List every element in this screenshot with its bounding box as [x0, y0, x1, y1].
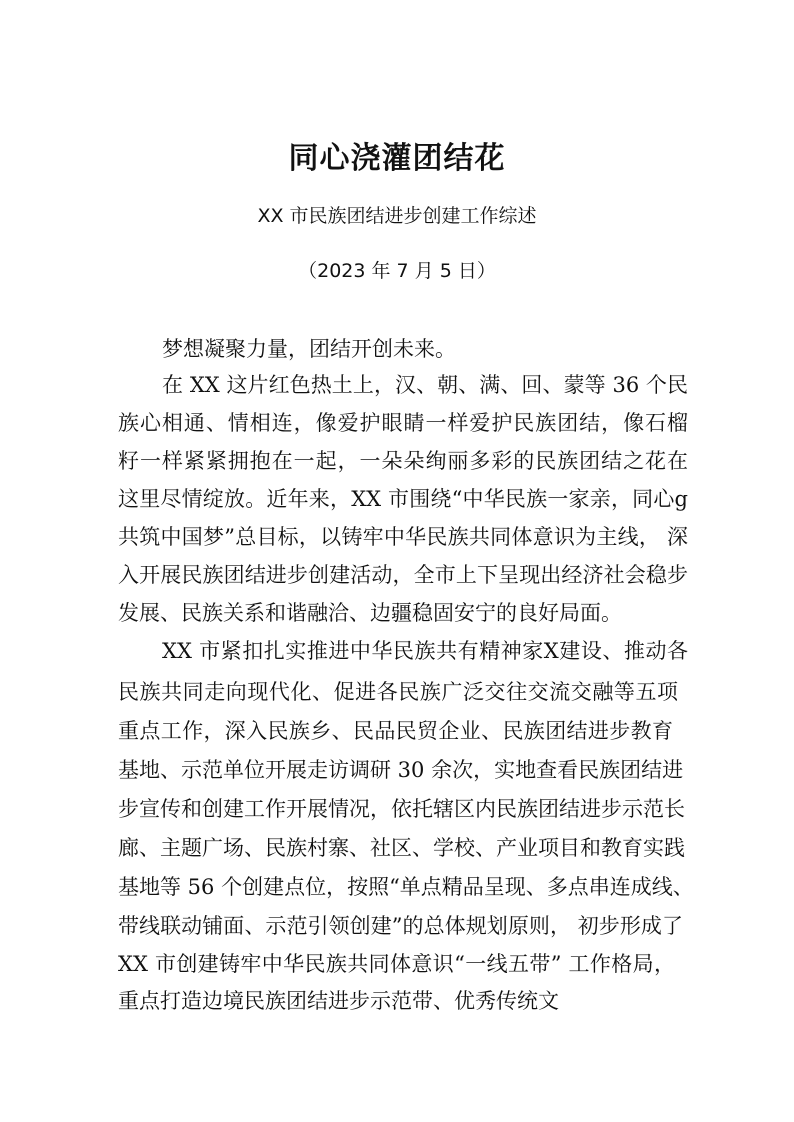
document-date: （2023 年 7 月 5 日）	[298, 260, 496, 282]
text-line: 基地、示范单位开展走访调研 30 余次，实地查看民族团结进	[118, 758, 684, 782]
text-line: 梦想凝聚力量，团结开创未来。	[162, 337, 456, 361]
text-line: XX 市创建铸牢中华民族共同体意识“一线五带” 工作格局，	[118, 952, 675, 976]
text-line: 步宣传和创建工作开展情况，依托辖区内民族团结进步示范长	[118, 797, 685, 821]
text-line: 共筑中国梦”总目标，以铸牢中华民族共同体意识为主线， 深	[118, 525, 688, 549]
text-line: 带线联动铺面、示范引领创建”的总体规划原则， 初步形成了	[118, 914, 683, 938]
text-line: 入开展民族团结进步创建活动，全市上下呈现出经济社会稳步	[118, 563, 688, 587]
text-line: 在 XX 这片红色热土上，汉、朝、满、回、蒙等 36 个民	[162, 373, 688, 397]
text-line: 这里尽情绽放。近年来，XX 市围绕“中华民族一家亲，同心g	[118, 487, 688, 511]
text-line: 籽一样紧紧拥抱在一起，一朵朵绚丽多彩的民族团结之花在	[118, 449, 688, 473]
text-line: 民族共同走向现代化、促进各民族广泛交往交流交融等五项	[118, 680, 678, 704]
text-line: 重点打造边境民族团结进步示范带、优秀传统文	[118, 989, 559, 1013]
text-line: 发展、民族关系和谐融洽、边疆稳固安宁的良好局面。	[118, 601, 622, 625]
document-title: 同心浇灌团结花	[288, 141, 506, 176]
text-line: 廊、主题广场、民族村寨、社区、学校、产业项目和教育实践	[118, 836, 685, 860]
document-subtitle: XX 市民族团结进步创建工作综述	[257, 205, 537, 227]
text-line: 重点工作，深入民族乡、民品民贸企业、民族团结进步教育	[118, 719, 673, 743]
text-line: XX 市紧扣扎实推进中华民族共有精神家X建设、推动各	[162, 639, 688, 663]
text-line: 族心相通、情相连，像爱护眼睛一样爱护民族团结，像石榴	[118, 411, 688, 435]
text-line: 基地等 56 个创建点位，按照“单点精品呈现、多点串连成线、	[118, 875, 694, 899]
